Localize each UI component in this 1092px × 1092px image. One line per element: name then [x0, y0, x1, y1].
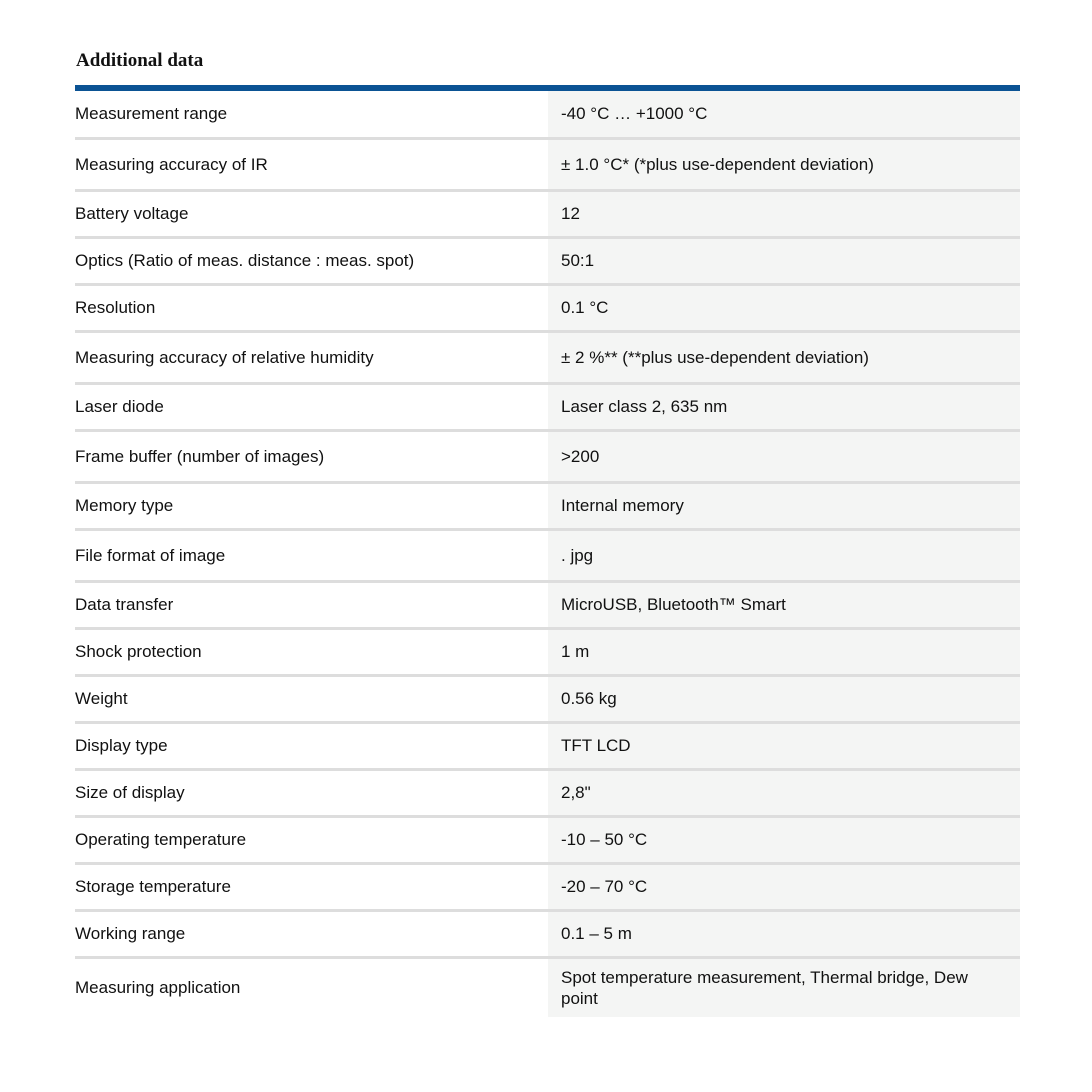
spec-label: Memory type — [75, 482, 548, 529]
spec-label: Shock protection — [75, 628, 548, 675]
spec-label: Size of display — [75, 769, 548, 816]
spec-label: Operating temperature — [75, 816, 548, 863]
spec-row — [75, 957, 1020, 1017]
spec-label: Resolution — [75, 284, 548, 331]
spec-row — [75, 863, 1020, 910]
spec-row — [75, 675, 1020, 722]
spec-label: Storage temperature — [75, 863, 548, 910]
spec-label: Measuring application — [75, 978, 241, 998]
spec-label: File format of image — [75, 529, 548, 581]
spec-row — [75, 138, 1020, 190]
spec-label: Battery voltage — [75, 190, 548, 237]
spec-row — [75, 91, 1020, 138]
spec-value: 0.56 kg — [548, 675, 1020, 722]
spec-value: ± 2 %** (**plus use-dependent deviation) — [548, 331, 1020, 383]
spec-table — [75, 91, 1020, 1017]
spec-row — [75, 237, 1020, 284]
spec-value: 50:1 — [548, 237, 1020, 284]
spec-label: Data transfer — [75, 581, 548, 628]
spec-value: ± 1.0 °C* (*plus use-dependent deviation) — [548, 138, 1020, 190]
spec-value: -20 – 70 °C — [548, 863, 1020, 910]
spec-value: 0.1 °C — [548, 284, 1020, 331]
spec-label: Laser diode — [75, 383, 548, 430]
spec-value: 12 — [548, 190, 1020, 237]
spec-label: Working range — [75, 910, 548, 957]
spec-row — [75, 383, 1020, 430]
spec-value: Internal memory — [548, 482, 1020, 529]
spec-row — [75, 482, 1020, 529]
spec-row — [75, 190, 1020, 237]
spec-value: 0.1 – 5 m — [548, 910, 1020, 957]
spec-value: MicroUSB, Bluetooth™ Smart — [548, 581, 1020, 628]
spec-value: Spot temperature measurement, Thermal bridge, Dew point — [548, 957, 1020, 1017]
spec-label: Measuring accuracy of IR — [75, 138, 548, 190]
spec-value: Laser class 2, 635 nm — [548, 383, 1020, 430]
spec-row — [75, 331, 1020, 383]
spec-row — [75, 581, 1020, 628]
spec-label: Optics (Ratio of meas. distance : meas. spot) — [75, 237, 548, 284]
spec-label: Frame buffer (number of images) — [75, 430, 548, 482]
spec-label: Weight — [75, 675, 548, 722]
spec-row — [75, 284, 1020, 331]
spec-row — [75, 910, 1020, 957]
spec-value: TFT LCD — [548, 722, 1020, 769]
spec-value: 1 m — [548, 628, 1020, 675]
spec-row — [75, 628, 1020, 675]
spec-row — [75, 722, 1020, 769]
spec-row — [75, 529, 1020, 581]
spec-value: . jpg — [548, 529, 1020, 581]
spec-row — [75, 430, 1020, 482]
section-title: Additional data — [76, 50, 204, 71]
spec-label: Display type — [75, 722, 548, 769]
spec-value: -10 – 50 °C — [548, 816, 1020, 863]
spec-value: -40 °C … +1000 °C — [548, 91, 1020, 138]
spec-label: Measuring accuracy of relative humidity — [75, 331, 548, 383]
spec-row — [75, 816, 1020, 863]
spec-value: >200 — [548, 430, 1020, 482]
spec-row — [75, 769, 1020, 816]
spec-table-body — [75, 91, 1020, 1017]
spec-label: Measurement range — [75, 91, 548, 138]
spec-value: 2,8" — [548, 769, 1020, 816]
